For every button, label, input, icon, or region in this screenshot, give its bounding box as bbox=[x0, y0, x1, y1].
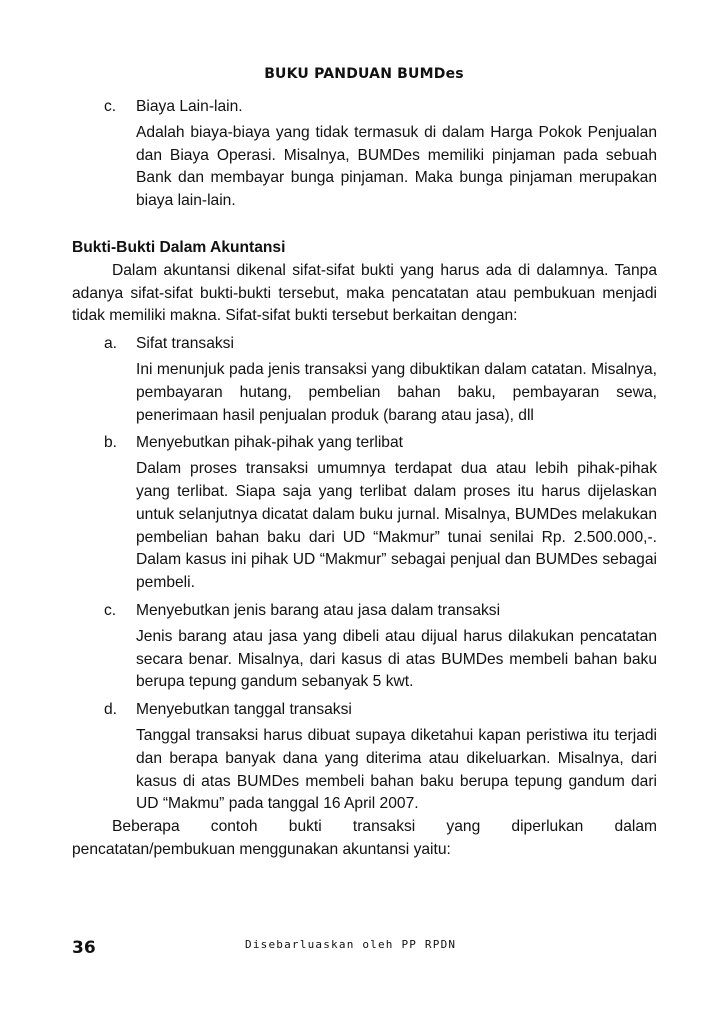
list-item-title: Biaya Lain-lain. bbox=[136, 98, 243, 115]
list-item-body: Jenis barang atau jasa yang dibeli atau dijual harus dilakukan pencatatan secara benar. Misalnya, dari kasus di atas BUMDes membeli bahan baku berupa tepung gandum sebanyak 5 kwt. bbox=[136, 627, 657, 691]
list-marker: c. bbox=[104, 98, 117, 115]
footer-credit: Disebarluaskan oleh PP RPDN bbox=[245, 938, 457, 951]
list-item-title: Menyebutkan tanggal transaksi bbox=[136, 701, 352, 719]
list-item-body: Ini menunjuk pada jenis transaksi yang dibuktikan dalam catatan. Misalnya, pembayaran hutang, pembelian bahan baku, pembayaran sewa, penerimaan hasil penjualan produk (barang atau jasa), dll bbox=[136, 360, 657, 424]
list-item-title: Menyebutkan jenis barang atau jasa dalam transaksi bbox=[136, 601, 501, 619]
list-marker: d. bbox=[104, 701, 118, 719]
list-item-d bbox=[72, 699, 657, 722]
running-header: BUKU PANDUAN BUMDes bbox=[264, 66, 464, 82]
list-item-title: Menyebutkan pihak-pihak yang terlibat bbox=[136, 434, 403, 452]
list-item-title: Sifat transaksi bbox=[136, 335, 234, 353]
list-item-b bbox=[72, 432, 657, 455]
list-item-body: Tanggal transaksi harus dibuat supaya diketahui kapan peristiwa itu terjadi dan berapa banyak dana yang diterima atau dikeluarkan. Misalnya, dari kasus di atas BUMDes membeli bahan baku berupa tepung gandum dari UD “Makmu” pada tanggal 16 April 2007. bbox=[136, 726, 657, 813]
closing-paragraph: Beberapa contoh bukti transaksi yang diperlukan dalam pencatatan/pembukuan menggunakan akuntansi yaitu: bbox=[72, 818, 657, 858]
page-content bbox=[72, 96, 657, 862]
list-item-a bbox=[72, 333, 657, 356]
list-item-c bbox=[72, 600, 657, 623]
page-number: 36 bbox=[72, 938, 96, 958]
list-marker: c. bbox=[104, 601, 117, 619]
list-item-body: Dalam proses transaksi umumnya terdapat dua atau lebih pihak-pihak yang terlibat. Siapa saja yang terlibat dalam proses itu harus dijelaskan untuk selanjutnya dicatat dalam buku jurnal. Misalnya, BUMDes melakukan pembelian bahan baku dari UD “Makmur” tunai senilai Rp. 2.500.000,-. Dalam kasus ini pihak UD “Makmur” sebagai penjual dan BUMDes sebagai pembeli. bbox=[136, 460, 657, 592]
section-paragraph: Dalam akuntansi dikenal sifat-sifat bukti yang harus ada di dalamnya. Tanpa adanya sifat-sifat bukti-bukti tersebut, maka pencatatan atau pembukuan menjadi tidak memiliki makna. Sifat-sifat bukti tersebut berkaitan dengan: bbox=[72, 261, 657, 325]
section-heading: Bukti-Bukti Dalam Akuntansi bbox=[72, 238, 286, 256]
list-marker: b. bbox=[104, 434, 118, 452]
list-marker: a. bbox=[104, 335, 118, 353]
list-item-body: Adalah biaya-biaya yang tidak termasuk di dalam Harga Pokok Penjualan dan Biaya Operasi. Misalnya, BUMDes memiliki pinjaman pada sebuah Bank dan membayar bunga pinjaman. Maka bunga pinjaman merupakan biaya lain-lain. bbox=[136, 123, 657, 210]
list-item-c-biaya-lain bbox=[72, 96, 657, 119]
